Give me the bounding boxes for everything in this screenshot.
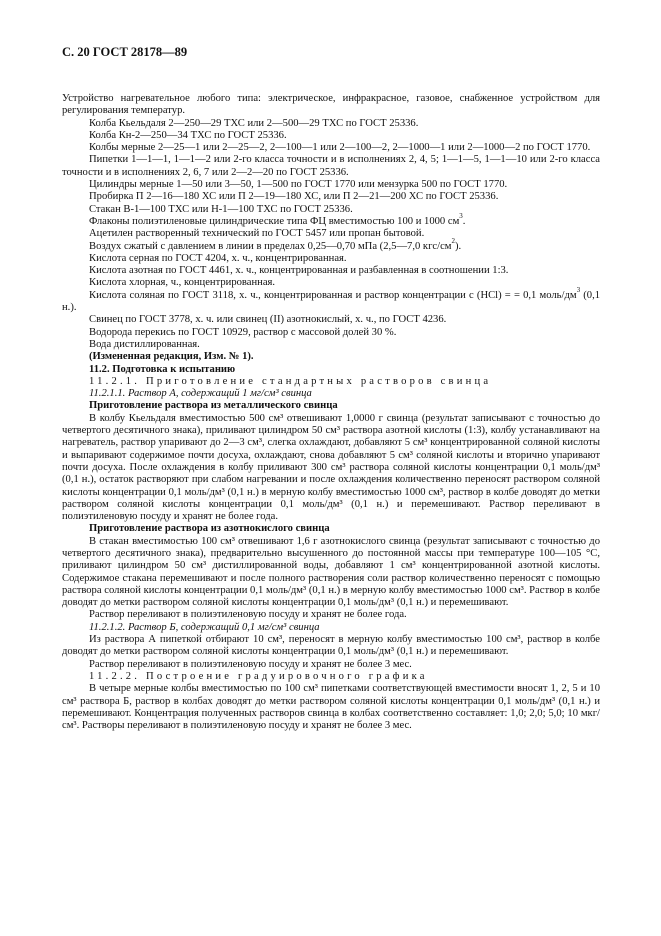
procedure-heading: Приготовление раствора из азотнокислого свинца [89,523,330,535]
paragraph: Свинец по ГОСТ 3778, х. ч. или свинец (II) азотнокислый, х. ч., по ГОСТ 4236. [89,314,447,326]
procedure-heading: Приготовление раствора из металлического свинца [89,400,338,412]
paragraph: Кислота соляная по ГОСТ 3118, х. ч., концентрированная и раствор концентрации с (НCl) = = 0,1 моль/$дм^3$ (0,1 н.). [62,286,601,314]
paragraph: Вода дистиллированная. [89,338,200,350]
paragraph: Стакан В-1—100 ТХС или Н-1—100 ТХС по ГОСТ 25336. [89,203,353,215]
paragraph-text: Кислота соляная по ГОСТ 3118, х. ч., концентрированная и раствор концентрации с (НCl) = = 0,1 моль/дм [89,289,577,301]
subsection-heading: 11.2.1. Приготовление стандартных растворов свинца [89,375,492,387]
paragraph: Воздух сжатый с давлением в линии в пределах 0,25—0,70 мПа (2,5—7,0 кгс/$см^2$). [89,237,462,252]
paragraph: Пробирка П 2—16—180 ХС или П 2—19—180 ХС, или П 2—21—200 ХС по ГОСТ 25336. [89,191,499,203]
amendment-note: (Измененная редакция, Изм. № 1). [89,351,254,363]
paragraph: Раствор переливают в полиэтиленовую посуду и хранят не более года. [89,609,407,621]
paragraph: Кислота хлорная, ч., концентрированная. [89,277,276,289]
paragraph: Раствор переливают в полиэтиленовую посуду и хранят не более 3 мес. [89,658,412,670]
paragraph: Устройство нагревательное любого типа: электрическое, инфракрасное, газовое, снабженное устройством для регулирования температур. [62,93,600,117]
paragraph: Колба Кн-2—250—34 ТХС по ГОСТ 25336. [89,129,287,141]
paragraph-text: Флаконы полиэтиленовые цилиндрические типа ФЦ вместимостью 100 и 1000 см [89,215,460,227]
paragraph: В четыре мерные колбы вместимостью по 100 см³ пипетками соответствующей вместимости вносят 1, 2, 5 и 10 см³ раствора Б, раствор в колбах доводят до метки раствором соляной кислоты концентрации 0,1 моль/дм³ (0,1 н.) и перемешивают. Концентрация полученных растворов свинца в колбах соответственно составляет: 1,0; 2,0; 5,0; 10 мкг/см³. Растворы переливают в полиэтиленовую посуду и хранят не более 3 мес. [62,683,600,732]
paragraph: Кислота серная по ГОСТ 4204, х. ч., концентрированная. [89,252,347,264]
section-heading: 11.2. Подготовка к испытанию [89,363,236,375]
paragraph: Водорода перекись по ГОСТ 10929, раствор с массовой долей 30 %. [89,326,397,338]
paragraph: Из раствора А пипеткой отбирают 10 см³, переносят в мерную колбу вместимостью 100 см³, раствор в колбе доводят до метки раствором соляной кислоты концентрации 0,1 моль/дм³ (0,1 н.) и перемешивают. [62,634,600,658]
paragraph: Флаконы полиэтиленовые цилиндрические типа ФЦ вместимостью 100 и 1000 $см^3$. [89,212,466,227]
paragraph: Цилиндры мерные 1—50 или 3—50, 1—500 по ГОСТ 1770 или мензурка 500 по ГОСТ 1770. [89,179,508,191]
subsection-heading: 11.2.1.2. Раствор Б, содержащий 0,1 мг/см³ свинца [89,621,320,633]
paragraph-text: Воздух сжатый с давлением в линии в пределах 0,25—0,70 мПа (2,5—7,0 кгс/см [89,240,452,252]
running-header: С. 20 ГОСТ 28178—89 [62,45,188,59]
paragraph: Колба Кьельдаля 2—250—29 ТХС или 2—500—29 ТХС по ГОСТ 25336. [89,117,419,129]
paragraph: Колбы мерные 2—25—1 или 2—25—2, 2—100—1 или 2—100—2, 2—1000—1 или 2—1000—2 по ГОСТ 1770. [89,142,591,154]
paragraph: Пипетки 1—1—1, 1—1—2 или 2-го класса точности и в исполнениях 2, 4, 5; 1—1—5, 1—1—10 или 2-го класса точности и в исполнениях 2, 6, 7 или 2—2—20 по ГОСТ 25336. [62,154,600,178]
document-body [62,93,600,732]
subsection-heading: 11.2.1.1. Раствор А, содержащий 1 мг/см³ свинца [89,388,312,400]
subsection-heading: 11.2.2. Построение градуировочного графика [89,670,428,682]
paragraph: В стакан вместимостью 100 см³ отвешивают 1,6 г азотнокислого свинца (результат записывают с точностью до четвертого десятичного знака), предварительно высушенного до постоянной массы при температуре 100—105 °С, приливают цилиндром 50 см³ дистиллированной воды, добавляют 1 см³ концентрированной азотной кислоты. Содержимое стакана перемешивают и после полного растворения соли раствор количественно переносят с помощью раствора соляной кислоты концентрации 0,1 моль/дм³ (0,1 н.) в мерную колбу вместимостью 1000 см³. Раствор в колбе доводят до метки раствором соляной кислоты концентрации 0,1 моль/дм³ (0,1 н.) и перемешивают. [62,535,600,609]
paragraph: Ацетилен растворенный технический по ГОСТ 5457 или пропан бытовой. [89,228,425,240]
paragraph: В колбу Кьельдаля вместимостью 500 см³ отвешивают 1,0000 г свинца (результат записывают с точностью до четвертого десятичного знака), приливают цилиндром 50 см³ раствора азотной кислоты (1:3), колбу устанавливают на нагреватель, раствор упаривают до 2—3 см³, слегка охлаждают, добавляют 5 см³ концентрированной соляной кислоты и выпаривают содержимое почти досуха, охлаждают, снова добавляют 5 см³ соляной кислоты и вторично упаривают почти досуха. После охлаждения в колбу приливают 300 см³ раствора соляной кислоты концентрации 0,1 моль/дм³ (0,1 н.), остаток растворяют при слабом нагревании и после охлаждения количественно переносят раствором соляной кислоты концентрации 0,1 моль/дм³ (0,1 н.) в мерную колбу вместимостью 1000 см³, раствор в колбе доводят до метки раствором соляной кислоты концентрации 0,1 моль/дм³ (0,1 н.) и перемешивают. Раствор переливают в полиэтиленовую посуду и хранят не более года. [62,412,600,523]
paragraph: Кислота азотная по ГОСТ 4461, х. ч., концентрированная и разбавленная в соотношении 1:3. [89,265,509,277]
